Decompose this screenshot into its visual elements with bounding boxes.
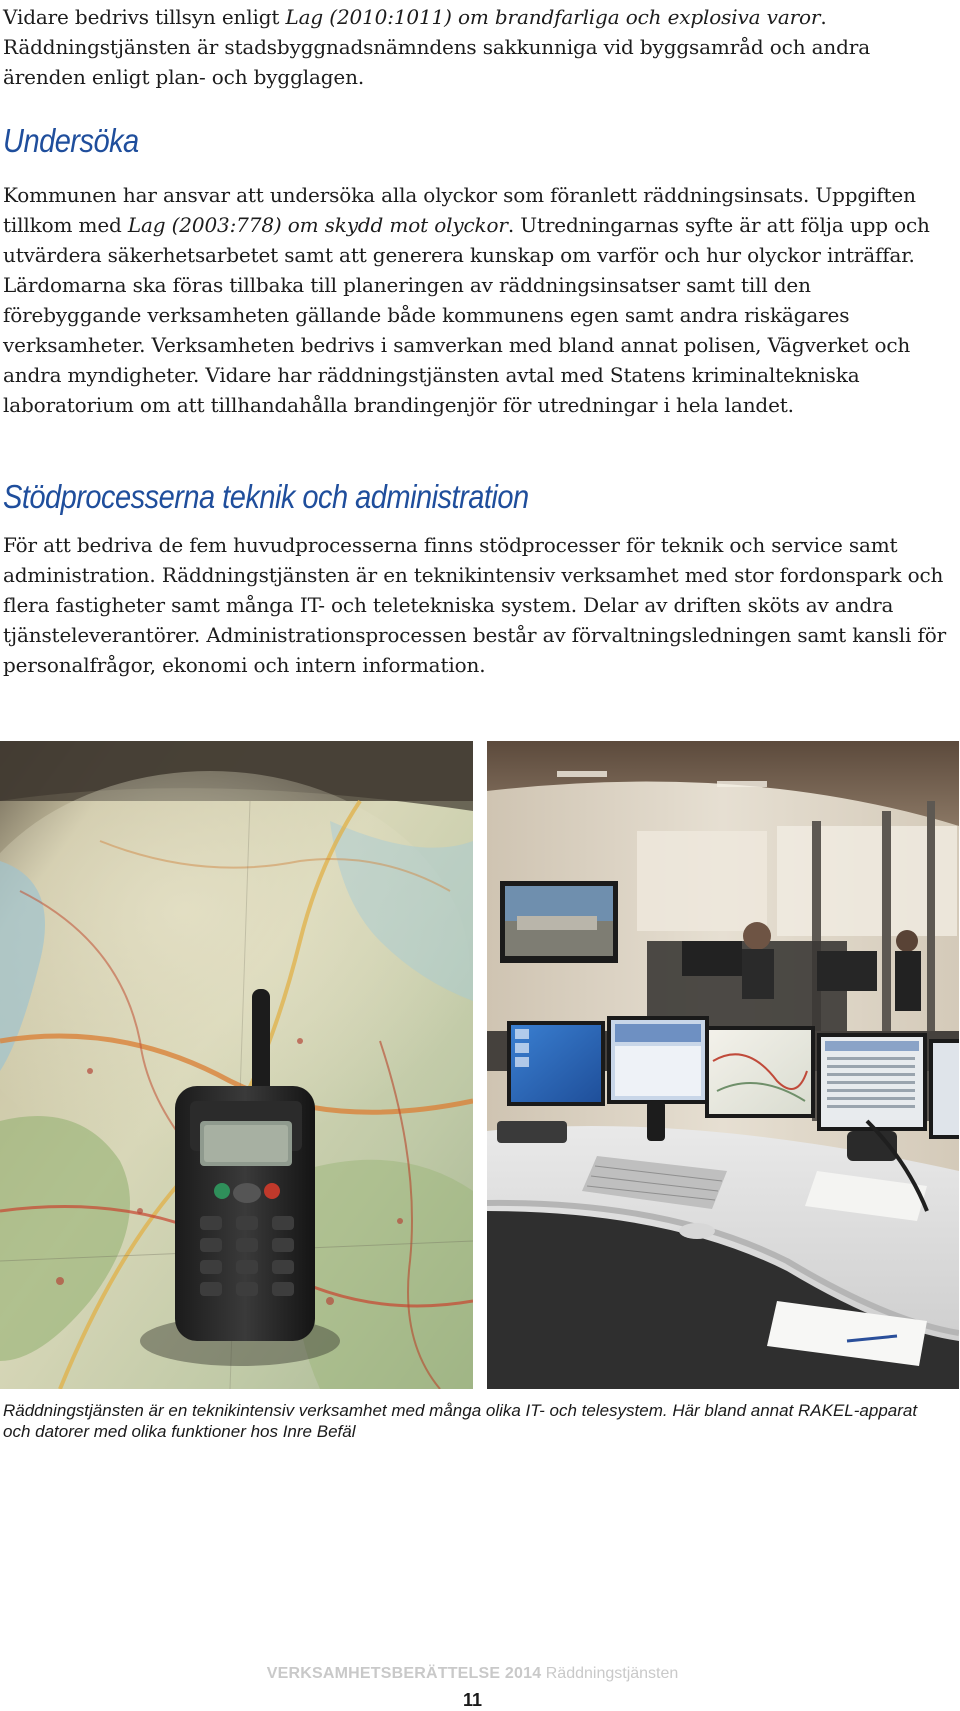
- photo-rakel-radio-on-map: [0, 741, 473, 1389]
- heading-stodprocesser: Stödprocesserna teknik och administration: [3, 478, 529, 515]
- undersoka-text-2: . Utredningarnas syfte är att följa upp och utvärdera säkerhetsarbetet samt att generera kunskap om varför och hur olyckor inträffar. Lärdomarna ska föras tillbaka till planeringen av räddningsinsatser samt till den förebyggande verksamheten gällande både kommunens egen samt andra riskägares verksamheter. Verksamheten bedrivs i samverkan med bland annat polisen, Vägverket och andra myndigheter. Vidare har räddningstjänsten avtal med Statens kriminaltekniska laboratorium om att tillhandahålla brandingenjör för utredningar i hela landet.: [3, 213, 930, 417]
- dispatch-illustration: [487, 741, 959, 1389]
- undersoka-paragraph: [3, 180, 953, 420]
- heading-undersoka: Undersöka: [3, 122, 139, 159]
- intro-paragraph: [3, 2, 953, 92]
- map-radio-illustration: [0, 741, 473, 1389]
- page-number: 11: [462, 1690, 483, 1710]
- undersoka-text-1: Kommunen har ansvar att undersöka alla olyckor som föranlett räddningsinsats. Uppgiften tillkom med: [3, 183, 916, 237]
- undersoka-law-reference: Lag (2003:778) om skydd mot olyckor: [127, 213, 508, 237]
- photo-caption: Räddningstjänsten är en teknikintensiv verksamhet med många olika IT- och telesystem. Här bland annat RAKEL-apparat och datorer med olika funktioner hos Inre Befäl: [3, 1401, 918, 1441]
- intro-text-2: . Räddningstjänsten är stadsbyggnadsnämndens sakkunniga vid byggsamråd och andra ärenden enligt plan- och bygglagen.: [3, 5, 870, 89]
- photo-dispatch-center: [487, 741, 959, 1389]
- footer-report-title: VERKSAMHETSBERÄTTELSE 2014: [266, 1665, 542, 1682]
- page-footer: [0, 1664, 945, 1684]
- intro-text-1: Vidare bedrivs tillsyn enligt: [3, 5, 286, 29]
- stodprocesser-paragraph: För att bedriva de fem huvudprocesserna finns stödprocesser för teknik och service samt administration. Räddningstjänsten är en teknikintensiv verksamhet med stor fordonspark och flera fastigheter samt många IT- och teletekniska system. Delar av driften sköts av andra tjänsteleverantörer. Administrationsprocessen består av förvaltningsledningen samt kansli för personalfrågor, ekonomi och intern information.: [3, 533, 947, 677]
- footer-organisation: Räddningstjänsten: [545, 1665, 679, 1682]
- intro-law-reference: Lag (2010:1011) om brandfarliga och explosiva varor: [285, 5, 821, 29]
